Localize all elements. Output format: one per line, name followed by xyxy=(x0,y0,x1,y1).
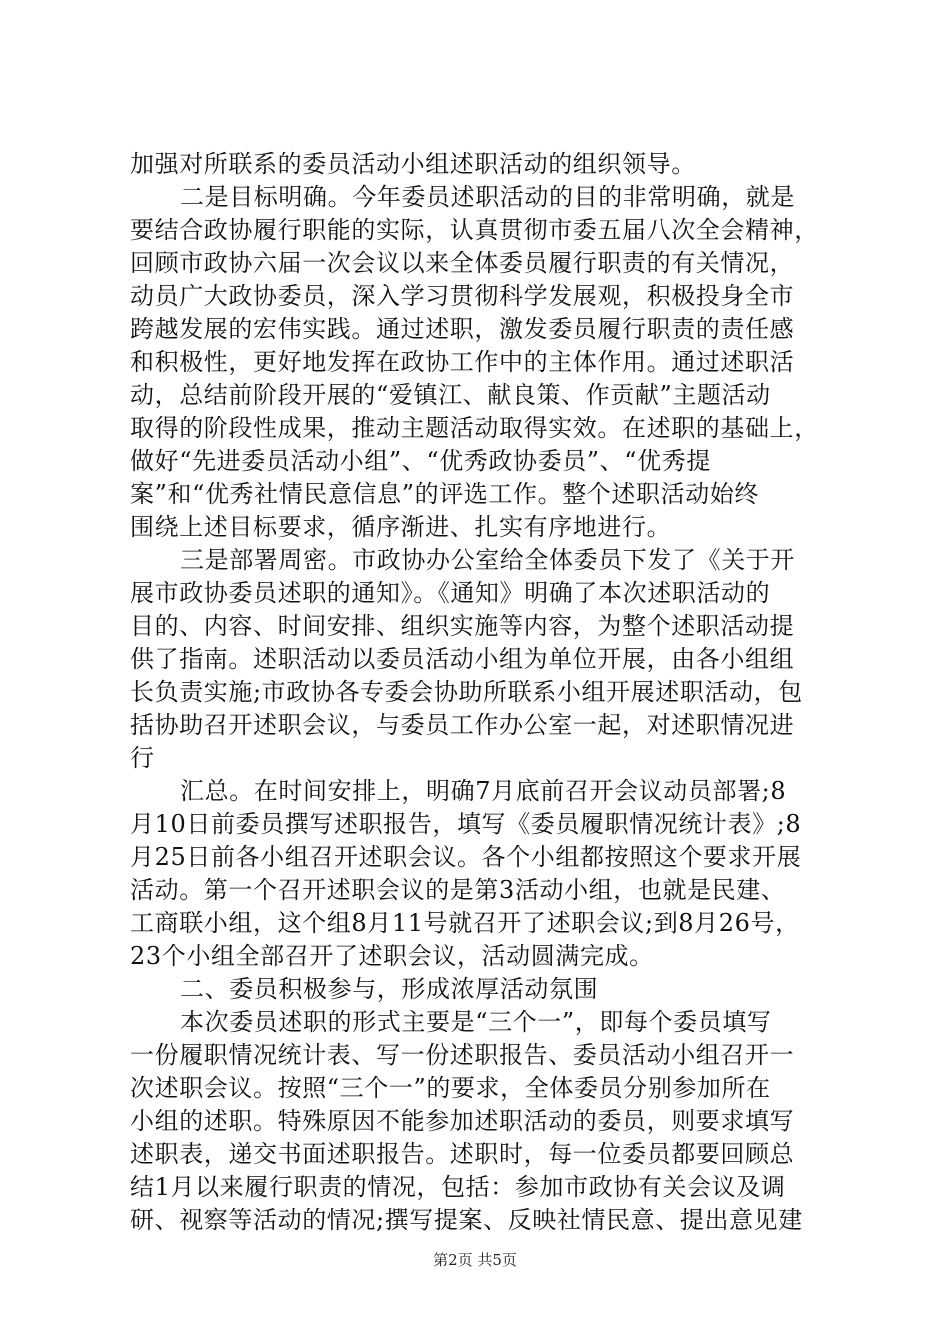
text-line: 一份履职情况统计表、写一份述职报告、委员活动小组召开一 xyxy=(130,1041,795,1069)
text-line: 本次委员述职的形式主要是“三个一”，即每个委员填写 xyxy=(180,1008,772,1036)
text-line: 小组的述职。特殊原因不能参加述职活动的委员，则要求填写 xyxy=(130,1107,795,1135)
text-line: 取得的阶段性成果，推动主题活动取得实效。在述职的基础上， xyxy=(130,414,819,442)
page-footer: 第2页 共5页 xyxy=(433,1251,517,1269)
text-line: 月10日前委员撰写述职报告，填写《委员履职情况统计表》;8 xyxy=(130,810,802,838)
text-line: 次述职会议。按照“三个一”的要求，全体委员分别参加所在 xyxy=(130,1074,771,1102)
text-line: 加强对所联系的委员活动小组述职活动的组织领导。 xyxy=(130,150,696,178)
text-line: 回顾市政协六届一次会议以来全体委员履行职责的有关情况， xyxy=(130,249,795,277)
text-line: 活动。第一个召开述职会议的是第3活动小组，也就是民建、 xyxy=(130,876,786,904)
text-line: 长负责实施;市政协各专委会协助所联系小组开展述职活动，包 xyxy=(130,678,803,706)
text-line: 展市政协委员述职的通知》。《通知》明确了本次述职活动的 xyxy=(130,579,771,607)
text-line: 述职表，递交书面述职报告。述职时，每一位委员都要回顾总 xyxy=(130,1140,795,1168)
text-line: 目的、内容、时间安排、组织实施等内容，为整个述职活动提 xyxy=(130,612,795,640)
text-line: 跨越发展的宏伟实践。通过述职，激发委员履行职责的责任感 xyxy=(130,315,795,343)
text-line: 工商联小组，这个组8月11号就召开了述职会议;到8月26号， xyxy=(130,909,800,937)
document-body xyxy=(130,148,830,1237)
text-line: 动员广大政协委员，深入学习贯彻科学发展观，积极投身全市 xyxy=(130,282,795,310)
text-line: 和积极性，更好地发挥在政协工作中的主体作用。通过述职活 xyxy=(130,348,795,376)
text-line: 要结合政协履行职能的实际，认真贯彻市委五届八次全会精神， xyxy=(130,216,819,244)
text-line: 动，总结前阶段开展的“爱镇江、献良策、作贡献”主题活动 xyxy=(130,381,771,409)
text-line: 三是部署周密。市政协办公室给全体委员下发了《关于开 xyxy=(180,546,795,574)
text-line: 行 xyxy=(130,744,155,772)
text-line: 结1月以来履行职责的情况，包括：参加市政协有关会议及调 xyxy=(130,1173,786,1201)
text-line: 月25日前各小组召开述职会议。各个小组都按照这个要求开展 xyxy=(130,843,802,871)
text-line: 二、委员积极参与，形成浓厚活动氛围 xyxy=(180,975,599,1003)
text-line: 23个小组全部召开了述职会议，活动圆满完成。 xyxy=(130,942,654,970)
text-line: 做好“先进委员活动小组”、“优秀政协委员”、“优秀提 xyxy=(130,447,711,475)
text-line: 供了指南。述职活动以委员活动小组为单位开展，由各小组组 xyxy=(130,645,795,673)
text-line: 研、视察等活动的情况;撰写提案、反映社情民意、提出意见建 xyxy=(130,1206,803,1234)
text-line: 围绕上述目标要求，循序渐进、扎实有序地进行。 xyxy=(130,513,672,541)
text-line: 括协助召开述职会议，与委员工作办公室一起，对述职情况进 xyxy=(130,711,795,739)
text-line: 案”和“优秀社情民意信息”的评选工作。整个述职活动始终 xyxy=(130,480,760,508)
text-line: 二是目标明确。今年委员述职活动的目的非常明确，就是 xyxy=(180,183,795,211)
text-line: 汇总。在时间安排上，明确7月底前召开会议动员部署;8 xyxy=(180,777,787,805)
